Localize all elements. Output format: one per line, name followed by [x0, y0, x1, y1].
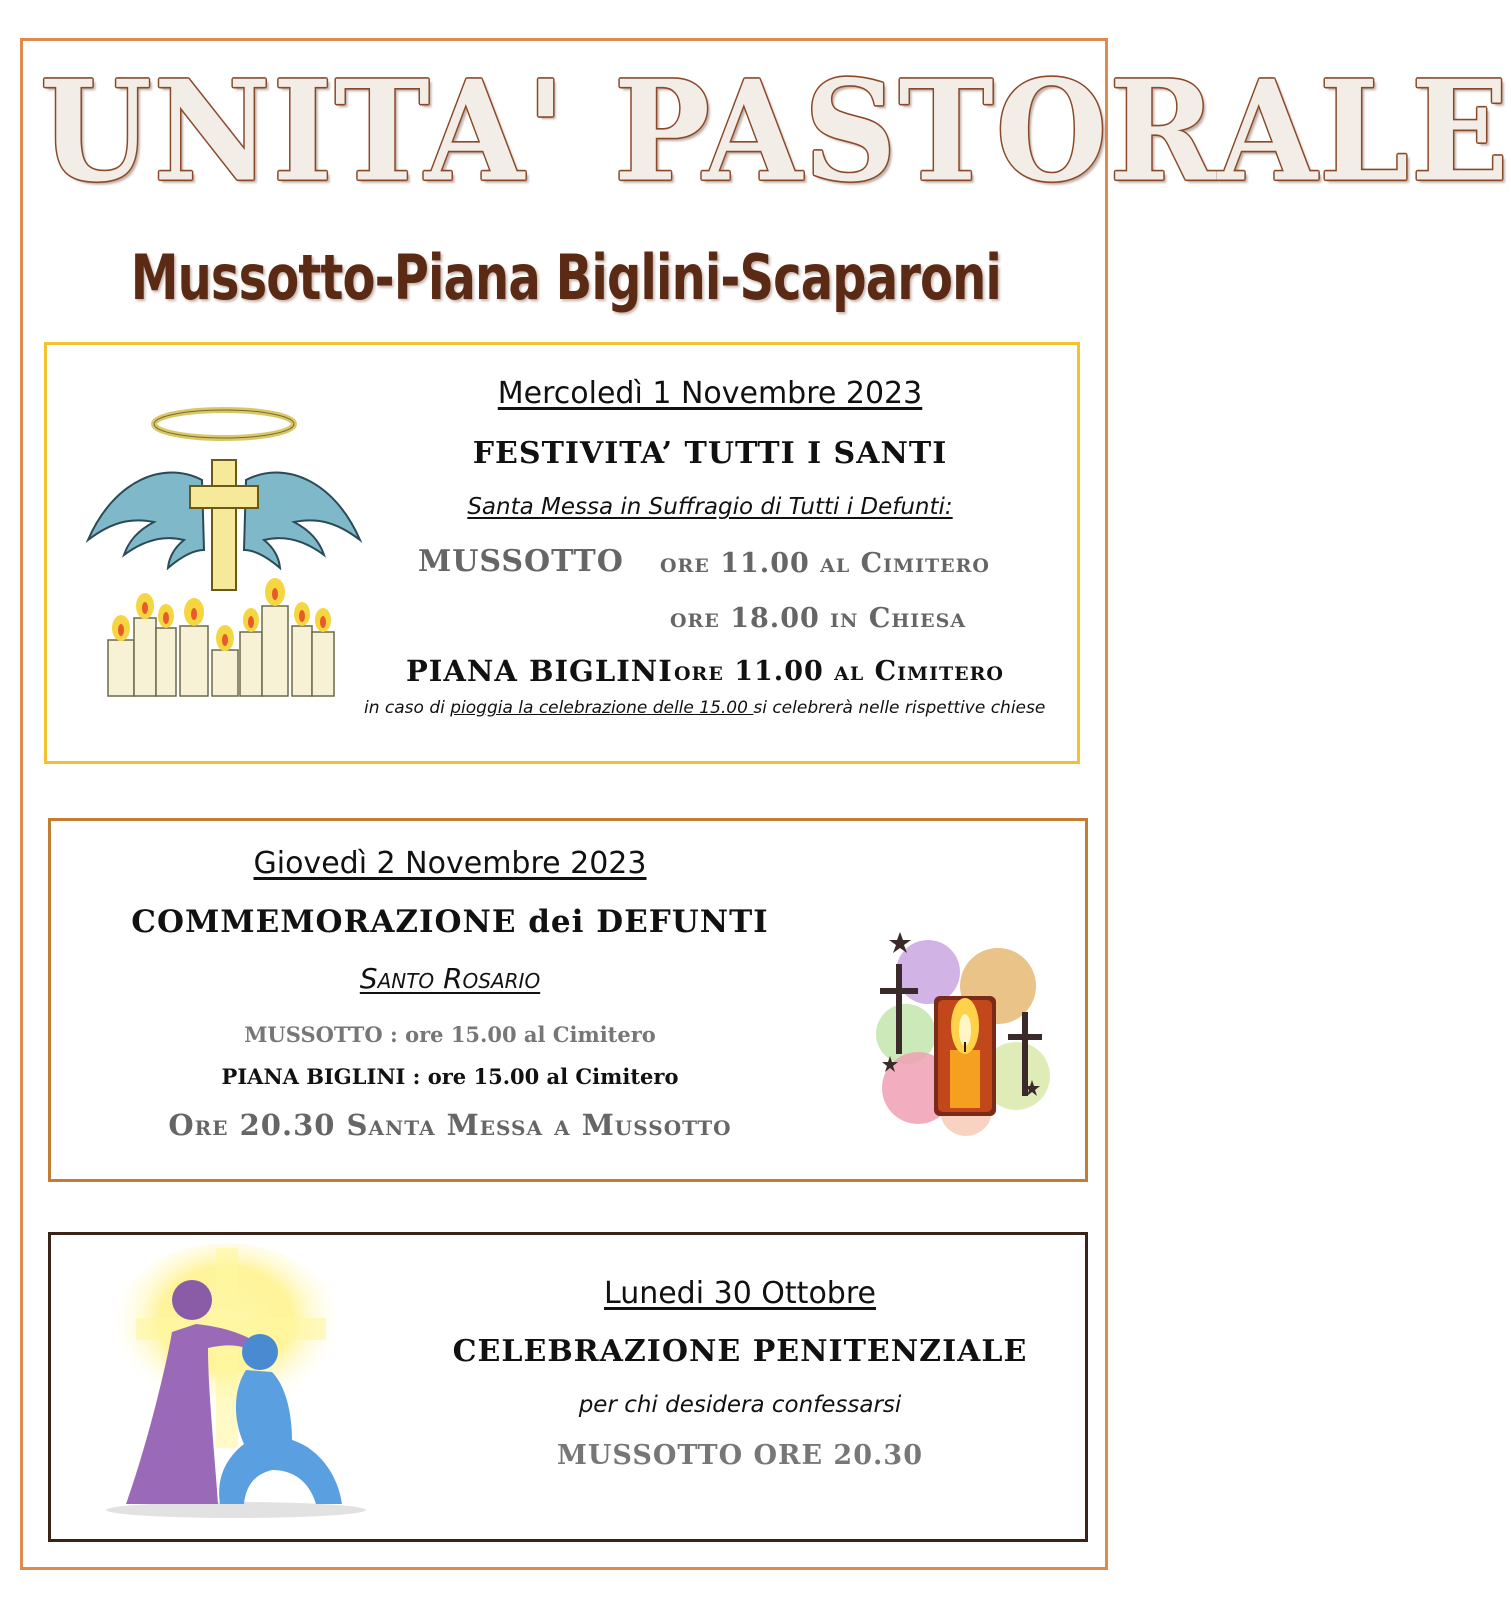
event1-mussotto-time2: ore 18.00 in Chiesa — [670, 603, 967, 634]
event2-piana-line: PIANA BIGLINI : ore 15.00 al Cimitero — [221, 1064, 679, 1089]
event1-rain-note — [364, 698, 1064, 718]
page-title: UNITA' PASTORALE — [40, 50, 1511, 213]
event1-piana-time: ore 11.00 al Cimitero — [674, 656, 1004, 687]
event3-title: CELEBRAZIONE PENITENZIALE — [452, 1334, 1028, 1369]
event3-date: Lunedi 30 Ottobre — [604, 1276, 876, 1311]
event1-mussotto-label: MUSSOTTO — [418, 544, 624, 579]
event2-mass-line: Ore 20.30 Santa Messa a Mussotto — [168, 1108, 732, 1142]
event2-title: COMMEMORAZIONE dei DEFUNTI — [131, 904, 769, 940]
event1-note-suffix: si celebrerà nelle rispettive chiese — [753, 698, 1046, 718]
angel-cross-candles-icon — [84, 400, 364, 700]
event3-time-line: MUSSOTTO ORE 20.30 — [557, 1440, 923, 1471]
event1-date: Mercoledì 1 Novembre 2023 — [497, 376, 923, 411]
confession-figures-icon — [96, 1248, 376, 1518]
event2-mussotto-line: MUSSOTTO : ore 15.00 al Cimitero — [244, 1022, 656, 1047]
event1-title: FESTIVITA’ TUTTI I SANTI — [472, 436, 948, 471]
event1-note-prefix: in caso di — [364, 698, 451, 718]
event1-mussotto-time1: ore 11.00 al Cimitero — [660, 548, 990, 579]
event3-subtitle: per chi desidera confessarsi — [578, 1392, 902, 1418]
memorial-candle-crosses-icon — [876, 930, 1056, 1140]
page-subtitle: Mussotto-Piana Biglini-Scaparoni — [130, 241, 1002, 314]
event2-rosary: Santo Rosario — [359, 962, 541, 995]
event1-subtitle: Santa Messa in Suffragio di Tutti i Defunti: — [467, 494, 953, 520]
event1-note-underlined: pioggia la celebrazione delle 15.00 — [450, 698, 754, 718]
event2-date: Giovedì 2 Novembre 2023 — [253, 846, 647, 881]
event1-piana-label: PIANA BIGLINI — [406, 654, 673, 688]
